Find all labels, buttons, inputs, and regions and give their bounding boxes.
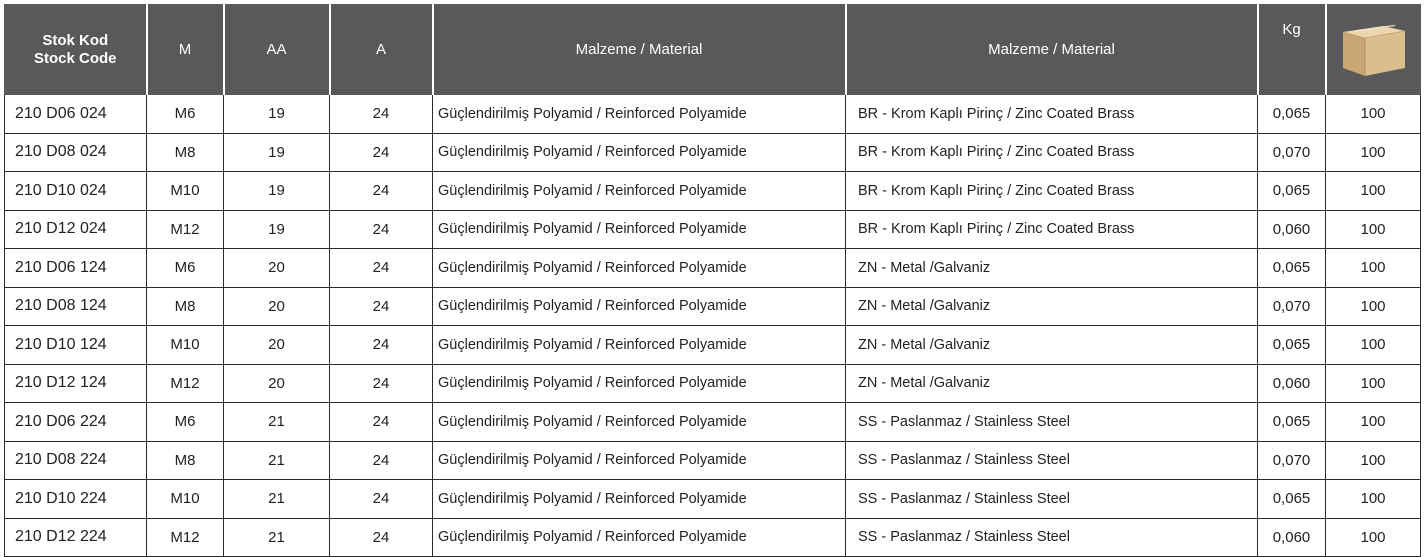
cell-material-2: BR - Krom Kaplı Pirinç / Zinc Coated Brass [846, 210, 1258, 249]
cell-material-2: BR - Krom Kaplı Pirinç / Zinc Coated Brass [846, 133, 1258, 172]
cell-a: 24 [330, 441, 433, 480]
cell-aa: 20 [224, 287, 330, 326]
table-row [5, 249, 1421, 288]
product-table [4, 4, 1421, 557]
cell-material-2: ZN - Metal /Galvaniz [846, 364, 1258, 403]
cell-m: M12 [147, 518, 224, 557]
header-stock-code [5, 5, 147, 95]
cell-material-1: Güçlendirilmiş Polyamid / Reinforced Polyamide [433, 249, 846, 288]
cell-qty: 100 [1326, 441, 1421, 480]
cell-aa: 21 [224, 403, 330, 442]
cell-m: M10 [147, 172, 224, 211]
cell-material-1: Güçlendirilmiş Polyamid / Reinforced Polyamide [433, 441, 846, 480]
cell-qty: 100 [1326, 364, 1421, 403]
cell-material-2: SS - Paslanmaz / Stainless Steel [846, 441, 1258, 480]
cell-stock-code: 210 D08 224 [5, 441, 147, 480]
cell-m: M10 [147, 326, 224, 365]
cell-material-1: Güçlendirilmiş Polyamid / Reinforced Polyamide [433, 364, 846, 403]
cell-qty: 100 [1326, 249, 1421, 288]
table-row [5, 172, 1421, 211]
table-body [5, 95, 1421, 557]
cell-material-2: SS - Paslanmaz / Stainless Steel [846, 480, 1258, 519]
cardboard-box-icon [1337, 22, 1409, 78]
cell-material-2: SS - Paslanmaz / Stainless Steel [846, 518, 1258, 557]
cell-kg: 0,060 [1258, 364, 1326, 403]
header-m: M [147, 5, 224, 95]
cell-m: M6 [147, 95, 224, 134]
cell-aa: 19 [224, 95, 330, 134]
header-material-1: Malzeme / Material [433, 5, 846, 95]
cell-material-1: Güçlendirilmiş Polyamid / Reinforced Polyamide [433, 133, 846, 172]
cell-kg: 0,070 [1258, 287, 1326, 326]
cell-a: 24 [330, 249, 433, 288]
cell-qty: 100 [1326, 326, 1421, 365]
cell-a: 24 [330, 326, 433, 365]
table-row [5, 403, 1421, 442]
cell-m: M12 [147, 210, 224, 249]
header-a: A [330, 5, 433, 95]
cell-aa: 19 [224, 133, 330, 172]
table-row [5, 210, 1421, 249]
cell-material-1: Güçlendirilmiş Polyamid / Reinforced Polyamide [433, 287, 846, 326]
header-stock-code-tr: Stok Kod [42, 31, 109, 49]
cell-qty: 100 [1326, 133, 1421, 172]
cell-qty: 100 [1326, 287, 1421, 326]
cell-m: M8 [147, 287, 224, 326]
cell-qty: 100 [1326, 210, 1421, 249]
cell-material-2: SS - Paslanmaz / Stainless Steel [846, 403, 1258, 442]
cell-kg: 0,065 [1258, 326, 1326, 365]
cell-stock-code: 210 D10 224 [5, 480, 147, 519]
table-row [5, 480, 1421, 519]
cell-kg: 0,065 [1258, 480, 1326, 519]
cell-kg: 0,060 [1258, 518, 1326, 557]
cell-a: 24 [330, 95, 433, 134]
cell-material-1: Güçlendirilmiş Polyamid / Reinforced Polyamide [433, 210, 846, 249]
cell-material-1: Güçlendirilmiş Polyamid / Reinforced Polyamide [433, 403, 846, 442]
cell-stock-code: 210 D08 124 [5, 287, 147, 326]
header-stock-code-en: Stock Code [33, 49, 117, 67]
cell-material-2: BR - Krom Kaplı Pirinç / Zinc Coated Brass [846, 95, 1258, 134]
cell-stock-code: 210 D06 024 [5, 95, 147, 134]
cell-aa: 20 [224, 364, 330, 403]
cell-stock-code: 210 D06 124 [5, 249, 147, 288]
cell-m: M6 [147, 249, 224, 288]
table-row [5, 287, 1421, 326]
cell-stock-code: 210 D10 124 [5, 326, 147, 365]
table-header [5, 5, 1421, 95]
cell-a: 24 [330, 172, 433, 211]
cell-stock-code: 210 D12 024 [5, 210, 147, 249]
cell-a: 24 [330, 403, 433, 442]
cell-aa: 21 [224, 480, 330, 519]
cell-material-2: ZN - Metal /Galvaniz [846, 287, 1258, 326]
cell-aa: 19 [224, 210, 330, 249]
cell-material-2: BR - Krom Kaplı Pirinç / Zinc Coated Brass [846, 172, 1258, 211]
cell-stock-code: 210 D12 224 [5, 518, 147, 557]
cell-kg: 0,065 [1258, 95, 1326, 134]
header-box [1326, 5, 1421, 95]
cell-kg: 0,065 [1258, 172, 1326, 211]
cell-stock-code: 210 D08 024 [5, 133, 147, 172]
cell-a: 24 [330, 287, 433, 326]
cell-stock-code: 210 D12 124 [5, 364, 147, 403]
cell-kg: 0,065 [1258, 403, 1326, 442]
cell-material-2: ZN - Metal /Galvaniz [846, 326, 1258, 365]
cell-a: 24 [330, 480, 433, 519]
cell-qty: 100 [1326, 480, 1421, 519]
cell-kg: 0,070 [1258, 133, 1326, 172]
cell-stock-code: 210 D10 024 [5, 172, 147, 211]
cell-material-1: Güçlendirilmiş Polyamid / Reinforced Polyamide [433, 326, 846, 365]
header-material-2: Malzeme / Material [846, 5, 1258, 95]
cell-material-1: Güçlendirilmiş Polyamid / Reinforced Polyamide [433, 95, 846, 134]
table-row [5, 133, 1421, 172]
cell-material-2: ZN - Metal /Galvaniz [846, 249, 1258, 288]
cell-material-1: Güçlendirilmiş Polyamid / Reinforced Polyamide [433, 518, 846, 557]
cell-m: M8 [147, 441, 224, 480]
cell-qty: 100 [1326, 95, 1421, 134]
cell-aa: 20 [224, 249, 330, 288]
cell-qty: 100 [1326, 403, 1421, 442]
cell-a: 24 [330, 364, 433, 403]
table-row [5, 95, 1421, 134]
cell-stock-code: 210 D06 224 [5, 403, 147, 442]
cell-aa: 21 [224, 518, 330, 557]
table-row [5, 518, 1421, 557]
cell-aa: 21 [224, 441, 330, 480]
cell-qty: 100 [1326, 172, 1421, 211]
cell-aa: 20 [224, 326, 330, 365]
table-row [5, 364, 1421, 403]
cell-kg: 0,065 [1258, 249, 1326, 288]
cell-material-1: Güçlendirilmiş Polyamid / Reinforced Polyamide [433, 480, 846, 519]
cell-a: 24 [330, 518, 433, 557]
header-aa: AA [224, 5, 330, 95]
cell-material-1: Güçlendirilmiş Polyamid / Reinforced Polyamide [433, 172, 846, 211]
cell-kg: 0,070 [1258, 441, 1326, 480]
cell-m: M6 [147, 403, 224, 442]
table-row [5, 326, 1421, 365]
table-row [5, 441, 1421, 480]
header-row [5, 5, 1421, 95]
cell-a: 24 [330, 210, 433, 249]
cell-m: M10 [147, 480, 224, 519]
header-kg: Kg [1258, 5, 1326, 95]
cell-kg: 0,060 [1258, 210, 1326, 249]
cell-aa: 19 [224, 172, 330, 211]
cell-qty: 100 [1326, 518, 1421, 557]
product-table-container [4, 4, 1420, 557]
cell-m: M8 [147, 133, 224, 172]
cell-m: M12 [147, 364, 224, 403]
cell-a: 24 [330, 133, 433, 172]
